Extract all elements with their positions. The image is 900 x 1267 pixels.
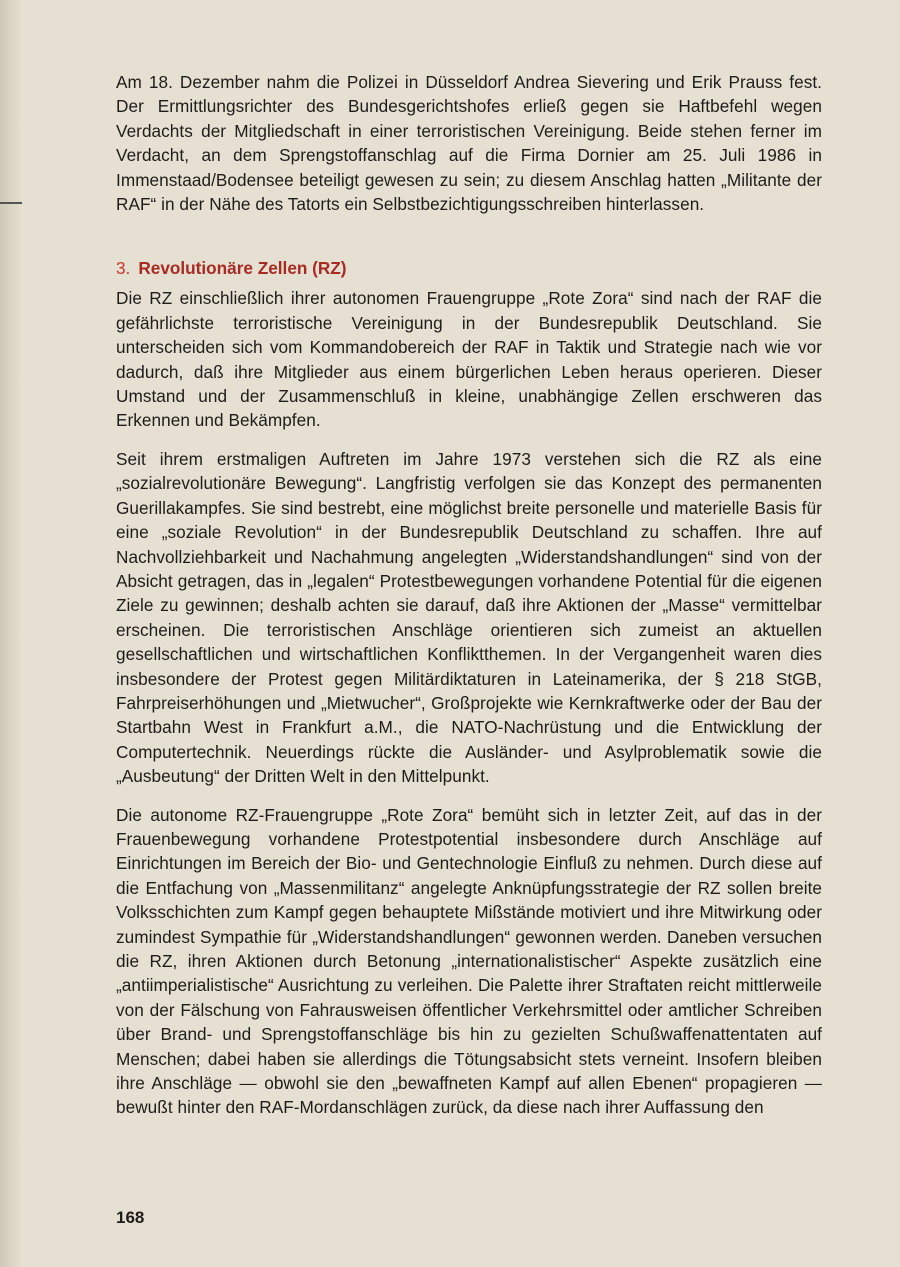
section-title: Revolutionäre Zellen (RZ) [138,258,347,279]
page-binding-edge [0,0,22,1267]
section-number: 3. [116,258,131,279]
paragraph-3: Die autonome RZ-Frauengruppe „Rote Zora“ bemüht sich in letzter Zeit, auf das in der Frauenbewegung vorhandene Protestpotential insbesondere durch Anschläge auf Einrichtungen im Bereich der Bio- und Gentechnologie Einfluß zu nehmen. Durch diese auf die Entfachung von „Massenmilitanz“ angelegte Anknüpfungsstrategie der RZ sollen breite Volksschichten zum Kampf gegen behauptete Mißstände motiviert und ihre Mitwirkung oder zumindest Sympathie für „Widerstandshandlungen“ gewonnen werden. Daneben versuchen die RZ, ihren Aktionen durch Betonung „internationalistischer“ Aspekte zusätzlich eine „antiimperialistische“ Ausrichtung zu verleihen. Die Palette ihrer Straftaten reicht mittlerweile von der Fälschung von Fahrausweisen öffentlicher Verkehrsmittel oder amtlicher Schreiben über Brand- und Sprengstoffanschläge bis hin zu gezielten Schußwaffenattentaten auf Menschen; dabei haben sie allerdings die Tötungsabsicht stets verneint. Insofern bleiben ihre Anschläge — obwohl sie den „bewaffneten Kampf auf allen Ebenen“ propagieren — bewußt hinter den RAF-Mordanschlägen zurück, da diese nach ihrer Auffassung den [116,804,822,1118]
page-number: 168 [116,1208,145,1227]
paragraph-1: Die RZ einschließlich ihrer autonomen Frauengruppe „Rote Zora“ sind nach der RAF die gefährlichste terroristische Vereinigung in der Bundesrepublik Deutschland. Sie unterscheiden sich vom Kommandobereich der RAF in Taktik und Strategie nach wie vor dadurch, daß ihre Mitglieder aus einem bürgerlichen Leben heraus operieren. Dieser Umstand und der Zusammenschluß in kleine, unabhängige Zellen erschweren das Erkennen und Bekämpfen. [116,288,822,431]
section-heading [116,256,822,280]
paragraph-intro: Am 18. Dezember nahm die Polizei in Düsseldorf Andrea Sievering und Erik Prauss fest. Der Ermittlungsrichter des Bundesgerichtshofes erließ gegen sie Haftbefehl wegen Verdachts der Mitgliedschaft in einer terroristischen Vereinigung. Beide stehen ferner im Verdacht, an dem Sprengstoffanschlag auf die Firma Dornier am 25. Juli 1986 in Immenstaad/Bodensee beteiligt gewesen zu sein; zu diesem Anschlag hatten „Militante der RAF“ in der Nähe des Tatorts ein Selbstbezichtigungsschreiben hinterlassen. [116,72,822,215]
margin-mark [0,202,22,204]
paragraph-2: Seit ihrem erstmaligen Auftreten im Jahre 1973 verstehen sich die RZ als eine „sozialrevolutionäre Bewegung“. Langfristig verfolgen sie das Konzept des permanenten Guerillakampfes. Sie sind bestrebt, eine möglichst breite personelle und materielle Basis für eine „soziale Revolution“ in der Bundesrepublik Deutschland zu schaffen. Ihre auf Nachvollziehbarkeit und Nachahmung angelegten „Widerstandshandlungen“ sind von der Absicht getragen, das in „legalen“ Protestbewegungen vorhandene Potential für die eigenen Ziele zu gewinnen; deshalb achten sie darauf, daß ihre Aktionen der „Masse“ vermittelbar erscheinen. Die terroristischen Anschläge orientieren sich zumeist an aktuellen gesellschaftlichen und wirtschaftlichen Konfliktthemen. In der Vergangenheit waren dies insbesondere der Protest gegen Militärdiktaturen in Lateinamerika, der § 218 StGB, Fahrpreiserhöhungen und „Mietwucher“, Großprojekte wie Kernkraftwerke oder der Bau der Startbahn West in Frankfurt a.M., die NATO-Nachrüstung und die Entwicklung der Computertechnik. Neuerdings rückte die Ausländer- und Asylproblematik sowie die „Ausbeutung“ der Dritten Welt in den Mittelpunkt. [116,448,822,787]
page-content [116,70,822,1134]
